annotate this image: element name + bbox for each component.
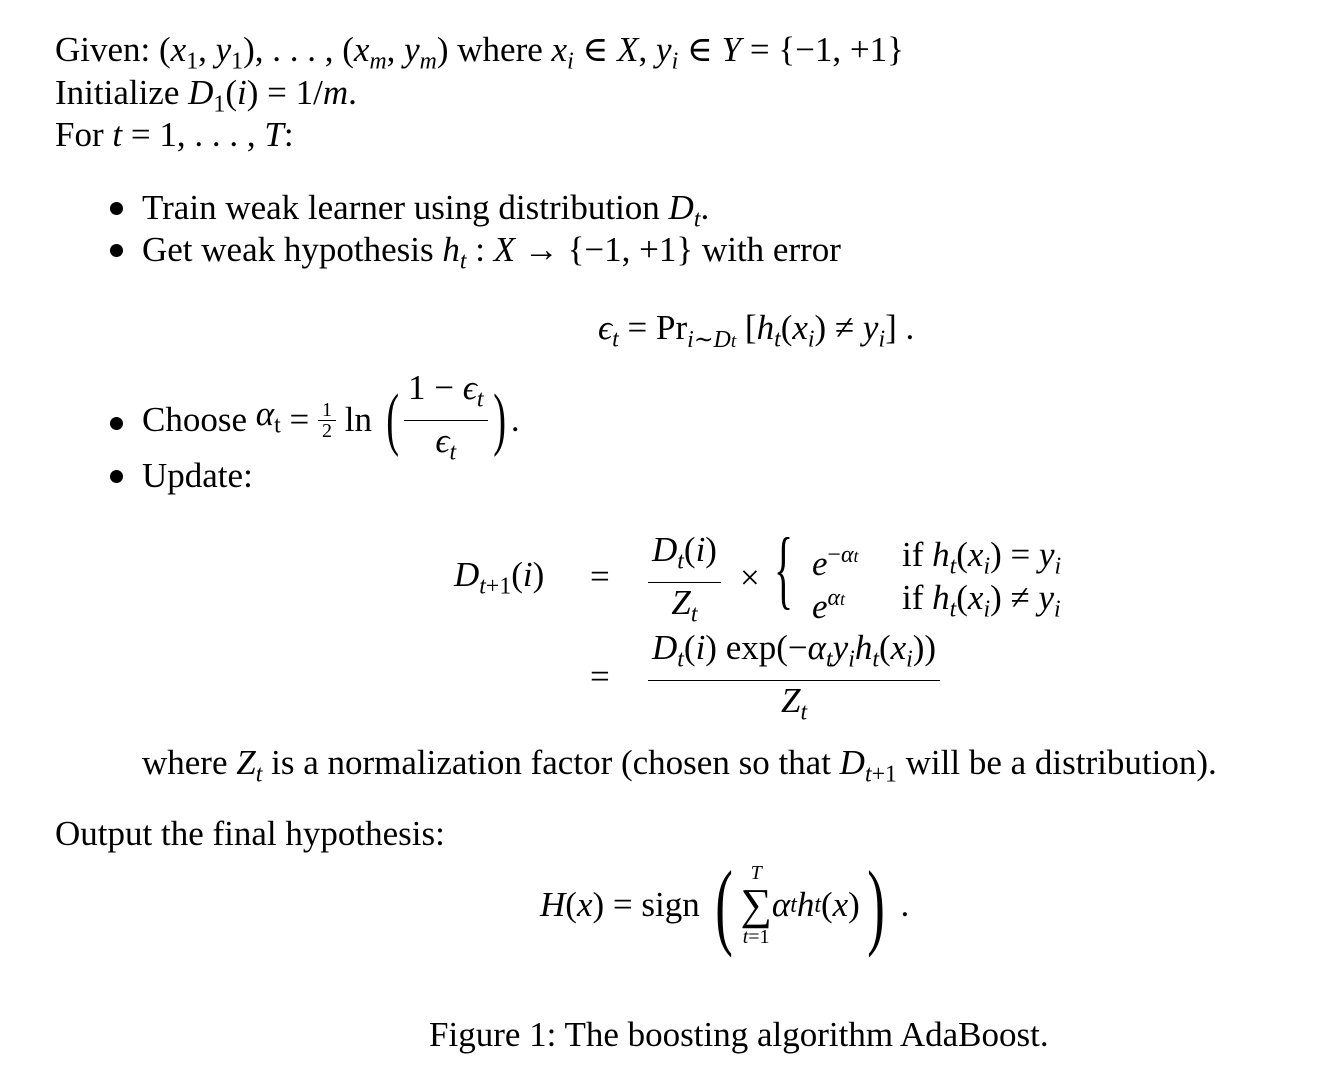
update-frac2: $\frac{D_t(i) \exp(-\alpha_ty_ih_t(x_i))}{Z_t}$	[648, 628, 940, 732]
case2-condition: if $h_t(x_i) \ne y_i$	[902, 578, 1061, 623]
bullet-choose	[110, 417, 123, 430]
cases-brace: {	[774, 521, 794, 618]
for-label: For	[55, 115, 104, 154]
update-frac: $\frac{D_t(i)}{Z_t}$	[648, 530, 721, 634]
half-fraction: $\frac{1}{2}$	[318, 400, 336, 441]
init-expr: $D_1(i) = 1/m$.	[188, 73, 357, 118]
step-hyp-tail: with error	[701, 230, 841, 269]
bullet-hyp	[110, 244, 123, 257]
step-update: Update:	[142, 456, 253, 495]
given-pairs: ($x_1$, $y_1$), . . . , ($x_m$, $y_m$)	[159, 30, 449, 75]
given-where: where	[457, 30, 543, 69]
normalization-text: where $Z_t$ is a normalization factor (chosen so that $D_{t+1}$ will be a distribution).	[142, 743, 1217, 788]
update-eq2: =	[590, 657, 610, 696]
figure-caption: Figure 1: The boosting algorithm AdaBoost.	[429, 1015, 1049, 1054]
bullet-update	[110, 470, 123, 483]
step-train-text: Train weak learner using distribution	[142, 188, 660, 227]
case1-condition: if $h_t(x_i) = y_i$	[902, 535, 1062, 580]
ln-text: ln	[344, 400, 372, 439]
alpha-fraction: $\frac{1 - \epsilon_t}{\epsilon_t}$	[404, 368, 487, 472]
case1-value: $e^{-\alpha t}$	[812, 542, 859, 584]
init-label: Initialize	[55, 73, 180, 112]
step-choose: Choose $\alpha_t$ = $\frac{1}{2}$ ln ( $\frac{1 - \epsilon_t}{\epsilon_t}$ ) .	[142, 380, 520, 460]
step-hyp-expr: $h_t$ : X → {−1, +1}	[442, 230, 694, 275]
step-hyp	[142, 230, 841, 282]
given-label: Given:	[55, 30, 151, 69]
step-choose-text: Choose	[142, 400, 247, 439]
update-lhs: $D_{t+1}(i)$	[454, 555, 545, 600]
for-line	[55, 115, 294, 155]
for-expr: t = 1, . . . , T:	[112, 115, 294, 154]
step-hyp-text: Get weak hypothesis	[142, 230, 434, 269]
error-equation: $\epsilon_t = Pr_{i\sim Dt}$ $[h_t(x_i) \ne y_i]$ .	[598, 308, 915, 353]
bullet-train	[110, 202, 123, 215]
case2-value: $e^{\alpha t}$	[812, 585, 846, 627]
final-hypothesis: H ( x ) = sign ( T ∑ t=1 α t h t ( x ) ) .	[540, 851, 910, 958]
alpha-lhs: $\alpha_t$	[255, 394, 281, 439]
step-train-var: $D_t$.	[668, 188, 710, 233]
given-cond: $x_i$ ∈ X, $y_i$ ∈ Y = {−1, +1}	[551, 30, 904, 75]
times-sign: ×	[740, 558, 760, 597]
update-eq1: =	[590, 557, 610, 596]
output-label: Output the final hypothesis:	[55, 814, 445, 853]
